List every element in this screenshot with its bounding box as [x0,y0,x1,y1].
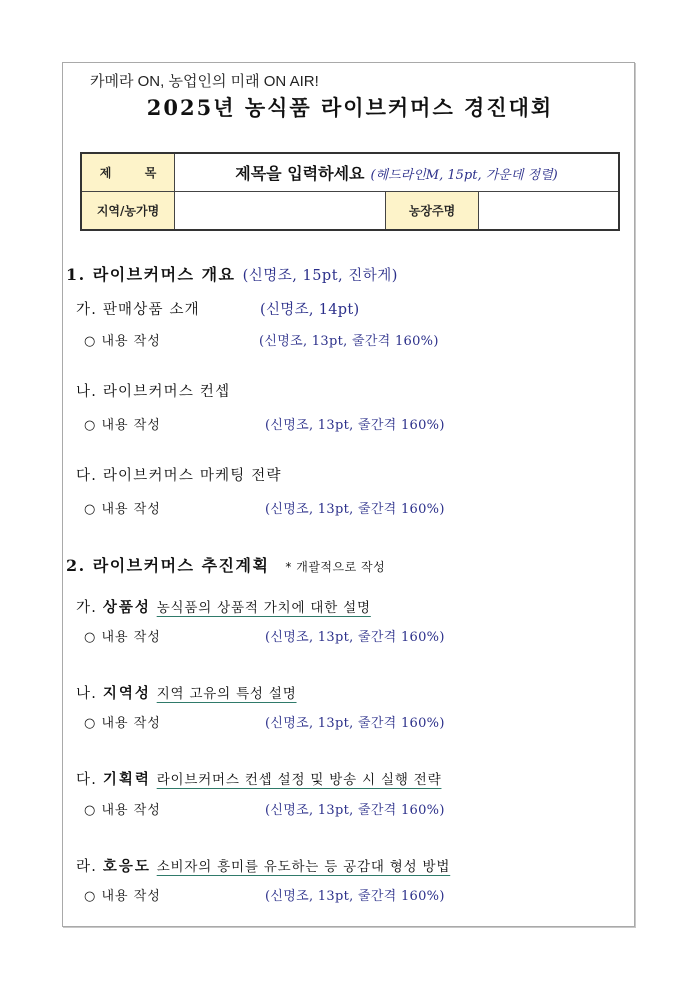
section1-item-2-bullet[interactable]: ○ 내용 작성 (신명조, 13pt, 줄간격 160%) [84,414,161,433]
item-keyword: 호응도 [102,858,151,875]
section1-item-1-label: 가. 판매상품 소개 (신명조, 14pt) [76,298,200,319]
section2-item-2-bullet[interactable]: ○ 내용 작성 (신명조, 13pt, 줄간격 160%) [84,712,161,731]
section2-heading: 2. 라이브커머스 추진계획 * 개괄적으로 작성 [66,556,386,575]
section2-item-3-bullet[interactable]: ○ 내용 작성 (신명조, 13pt, 줄간격 160%) [84,799,161,818]
bullet-note: (신명조, 13pt, 줄간격 160%) [259,334,439,349]
section1-item-3-label: 다. 라이브커머스 마케팅 전략 [76,468,282,484]
region-input-cell[interactable] [175,192,386,231]
title-placeholder: 제목을 입력하세요 [235,164,365,183]
info-table [80,152,620,231]
section2-item-1-label: 가. 상품성 농식품의 상품적 가치에 대한 설명 [76,599,371,616]
bullet-note: (신명조, 13pt, 줄간격 160%) [265,803,445,818]
section1-item-2-label: 나. 라이브커머스 컨셉 [76,384,231,400]
section2-item-4-bullet[interactable]: ○ 내용 작성 (신명조, 13pt, 줄간격 160%) [84,885,161,904]
bullet-note: (신명조, 13pt, 줄간격 160%) [265,418,445,433]
section2-heading-note: * 개괄적으로 작성 [285,560,386,574]
section2-item-1-bullet[interactable]: ○ 내용 작성 (신명조, 13pt, 줄간격 160%) [84,626,161,645]
item-keyword: 기획력 [102,771,151,788]
title-input-cell[interactable] [175,153,620,192]
farm-owner-label: 농장주명 [386,192,479,231]
section1-item-1-note: (신명조, 14pt) [260,302,360,318]
bullet-note: (신명조, 13pt, 줄간격 160%) [265,502,445,517]
title-label: 제 목 [81,153,175,192]
item-description: 소비자의 흥미를 유도하는 등 공감대 형성 방법 [156,859,451,875]
region-label: 지역/농가명 [81,192,175,231]
title-format-note: (헤드라인M, 15pt, 가운데 정렬) [370,168,558,183]
section1-heading-note: (신명조, 15pt, 진하게) [242,268,398,284]
farm-owner-input-cell[interactable] [479,192,620,231]
bullet-note: (신명조, 13pt, 줄간격 160%) [265,630,445,645]
item-description: 농식품의 상품적 가치에 대한 설명 [156,600,371,616]
section1-heading: 1. 라이브커머스 개요 (신명조, 15pt, 진하게) [66,265,398,284]
slogan-text: 카메라 ON, 농업인의 미래 ON AIR! [90,73,319,90]
section2-item-3-label: 다. 기획력 라이브커머스 컨셉 설정 및 방송 시 실행 전략 [76,771,442,788]
bullet-note: (신명조, 13pt, 줄간격 160%) [265,889,445,904]
section1-item-3-bullet[interactable]: ○ 내용 작성 (신명조, 13pt, 줄간격 160%) [84,498,161,517]
item-keyword: 지역성 [102,685,151,702]
section2-item-4-label: 라. 호응도 소비자의 흥미를 유도하는 등 공감대 형성 방법 [76,858,451,875]
item-keyword: 상품성 [102,599,151,616]
section2-item-2-label: 나. 지역성 지역 고유의 특성 설명 [76,685,297,702]
section1-item-1-bullet[interactable]: ○ 내용 작성 (신명조, 13pt, 줄간격 160%) [84,330,161,349]
item-description: 지역 고유의 특성 설명 [156,686,297,702]
bullet-note: (신명조, 13pt, 줄간격 160%) [265,716,445,731]
page-title: 2025년 농식품 라이브커머스 경진대회 [146,95,554,120]
item-description: 라이브커머스 컨셉 설정 및 방송 시 실행 전략 [156,772,442,788]
